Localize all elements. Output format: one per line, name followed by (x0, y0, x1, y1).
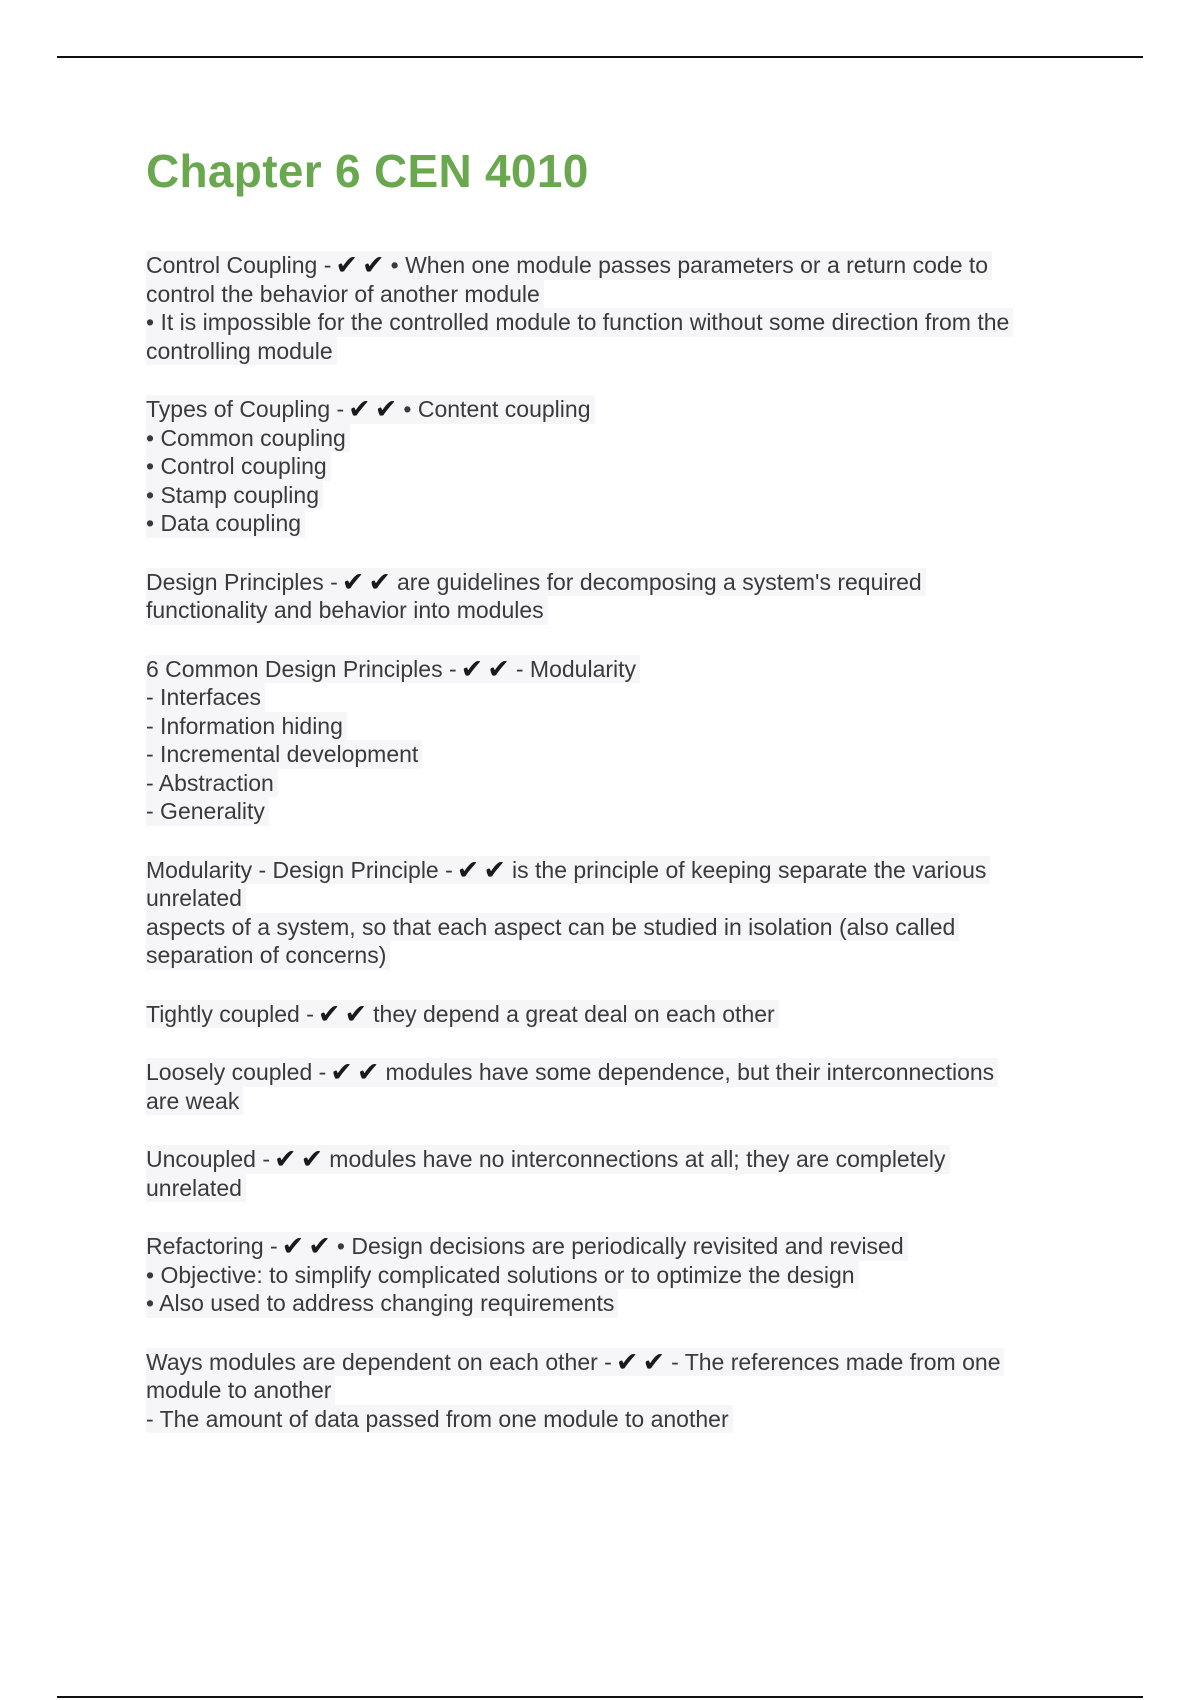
top-rule (57, 56, 1143, 58)
flashcard-definition-line: control the behavior of another module (146, 280, 544, 309)
checkmark-icon: ✔ (348, 394, 371, 424)
flashcard-first-line (146, 856, 990, 885)
checkmark-icon: ✔ (274, 1144, 297, 1174)
bottom-rule (57, 1696, 1143, 1698)
flashcard-definition-line: • Common coupling (146, 424, 350, 453)
flashcard-first-line (146, 1058, 998, 1087)
answer-marker (346, 395, 399, 424)
flashcard-definition-line: - Abstraction (146, 769, 278, 798)
flashcard-term: Control Coupling - (146, 252, 332, 278)
checkmark-icon: ✔ (374, 394, 398, 424)
flashcard-definition: modules have no interconnections at all; they are completely (329, 1146, 946, 1172)
flashcard-definition-line: • Stamp coupling (146, 481, 323, 510)
checkmark-icon: ✔ (344, 998, 368, 1029)
flashcard (146, 395, 1066, 538)
checkmark-icon: ✔ (642, 1346, 666, 1377)
flashcard-definition-line: module to another (146, 1376, 335, 1405)
flashcard-term: Tightly coupled - (146, 1000, 314, 1027)
flashcard (146, 251, 1066, 365)
flashcard-definition-line: • Objective: to simplify complicated solutions or to optimize the design (146, 1261, 859, 1290)
checkmark-icon: ✔ (368, 566, 391, 597)
flashcard-definition: modules have some dependence, but their interconnections (385, 1059, 995, 1085)
flashcard-definition: they depend a great deal on each other (373, 1000, 775, 1027)
answer-marker (614, 1348, 667, 1377)
flashcard-first-line (146, 251, 992, 280)
flashcard-term: Loosely coupled - (146, 1059, 327, 1085)
flashcard-first-line (146, 1232, 908, 1261)
flashcard (146, 1348, 1066, 1434)
flashcard-term: Refactoring - (146, 1233, 278, 1259)
flashcard-definition-line: • Control coupling (146, 452, 331, 481)
flashcard (146, 1058, 1066, 1115)
checkmark-icon: ✔ (483, 854, 507, 885)
flashcard-definition-line: • Data coupling (146, 509, 305, 538)
flashcard (146, 1000, 1066, 1029)
flashcard-first-line (146, 655, 640, 684)
flashcard-definition-line: unrelated (146, 1174, 246, 1203)
flashcard-term: Modularity - Design Principle - (146, 856, 453, 883)
flashcard (146, 1232, 1066, 1318)
flashcard-definition: - The references made from one (671, 1348, 1001, 1375)
flashcard-definition-line: are weak (146, 1087, 243, 1116)
checkmark-icon: ✔ (317, 998, 341, 1029)
answer-marker (459, 655, 512, 684)
flashcard-definition: - Modularity (515, 655, 637, 682)
checkmark-icon: ✔ (362, 250, 385, 280)
flashcard (146, 655, 1066, 826)
flashcard-term: Ways modules are dependent on each other - (146, 1348, 612, 1375)
flashcard-definition-line: • It is impossible for the controlled module to function without some direction from the (146, 308, 1013, 337)
checkmark-icon: ✔ (456, 854, 480, 885)
checkmark-icon: ✔ (460, 653, 484, 684)
flashcard-first-line (146, 1348, 1004, 1377)
flashcard-definition-line: - The amount of data passed from one module to another (146, 1405, 733, 1434)
page-title: Chapter 6 CEN 4010 (146, 145, 589, 197)
answer-marker (333, 251, 386, 280)
flashcard-definition: • Content coupling (403, 396, 591, 422)
flashcard-definition: • Design decisions are periodically revisited and revised (336, 1233, 904, 1259)
answer-marker (280, 1232, 333, 1261)
flashcard-list (146, 251, 1066, 1433)
checkmark-icon: ✔ (300, 1144, 324, 1174)
flashcard-definition-line: separation of concerns) (146, 941, 390, 970)
flashcard (146, 568, 1066, 625)
checkmark-icon: ✔ (308, 1231, 331, 1261)
flashcard-term: Types of Coupling - (146, 396, 345, 422)
flashcard-definition-line: - Interfaces (146, 683, 265, 712)
checkmark-icon: ✔ (615, 1346, 639, 1377)
answer-marker (455, 856, 508, 885)
flashcard-definition-line: - Incremental development (146, 740, 422, 769)
flashcard-definition-line: unrelated (146, 884, 246, 913)
flashcard-definition-line: functionality and behavior into modules (146, 596, 548, 625)
flashcard-term: Uncoupled - (146, 1146, 271, 1172)
flashcard-first-line (146, 1145, 950, 1174)
flashcard-definition-line: - Generality (146, 797, 269, 826)
flashcard-definition-line: • Also used to address changing requirements (146, 1289, 618, 1318)
flashcard-first-line (146, 1000, 779, 1029)
answer-marker (316, 1000, 369, 1029)
flashcard-term: Design Principles - (146, 568, 338, 595)
flashcard (146, 1145, 1066, 1202)
checkmark-icon: ✔ (487, 653, 510, 684)
flashcard-definition-line: controlling module (146, 337, 337, 366)
flashcard-definition-line: - Information hiding (146, 712, 347, 741)
checkmark-icon: ✔ (281, 1231, 305, 1261)
flashcard-definition: is the principle of keeping separate the various (512, 856, 987, 883)
flashcard-term: 6 Common Design Principles - (146, 655, 457, 682)
answer-marker (328, 1058, 381, 1087)
answer-marker (340, 568, 393, 597)
flashcard-definition-line: aspects of a system, so that each aspect can be studied in isolation (also called (146, 913, 959, 942)
document-body (146, 140, 1066, 1463)
flashcard-first-line (146, 395, 595, 424)
answer-marker (272, 1145, 325, 1174)
checkmark-icon: ✔ (341, 566, 365, 597)
flashcard-definition: • When one module passes parameters or a return code to (390, 252, 989, 278)
checkmark-icon: ✔ (335, 250, 358, 280)
checkmark-icon: ✔ (356, 1057, 380, 1087)
flashcard-definition: are guidelines for decomposing a system's required (397, 568, 922, 595)
checkmark-icon: ✔ (330, 1057, 353, 1087)
flashcard (146, 856, 1066, 970)
flashcard-first-line (146, 568, 926, 597)
